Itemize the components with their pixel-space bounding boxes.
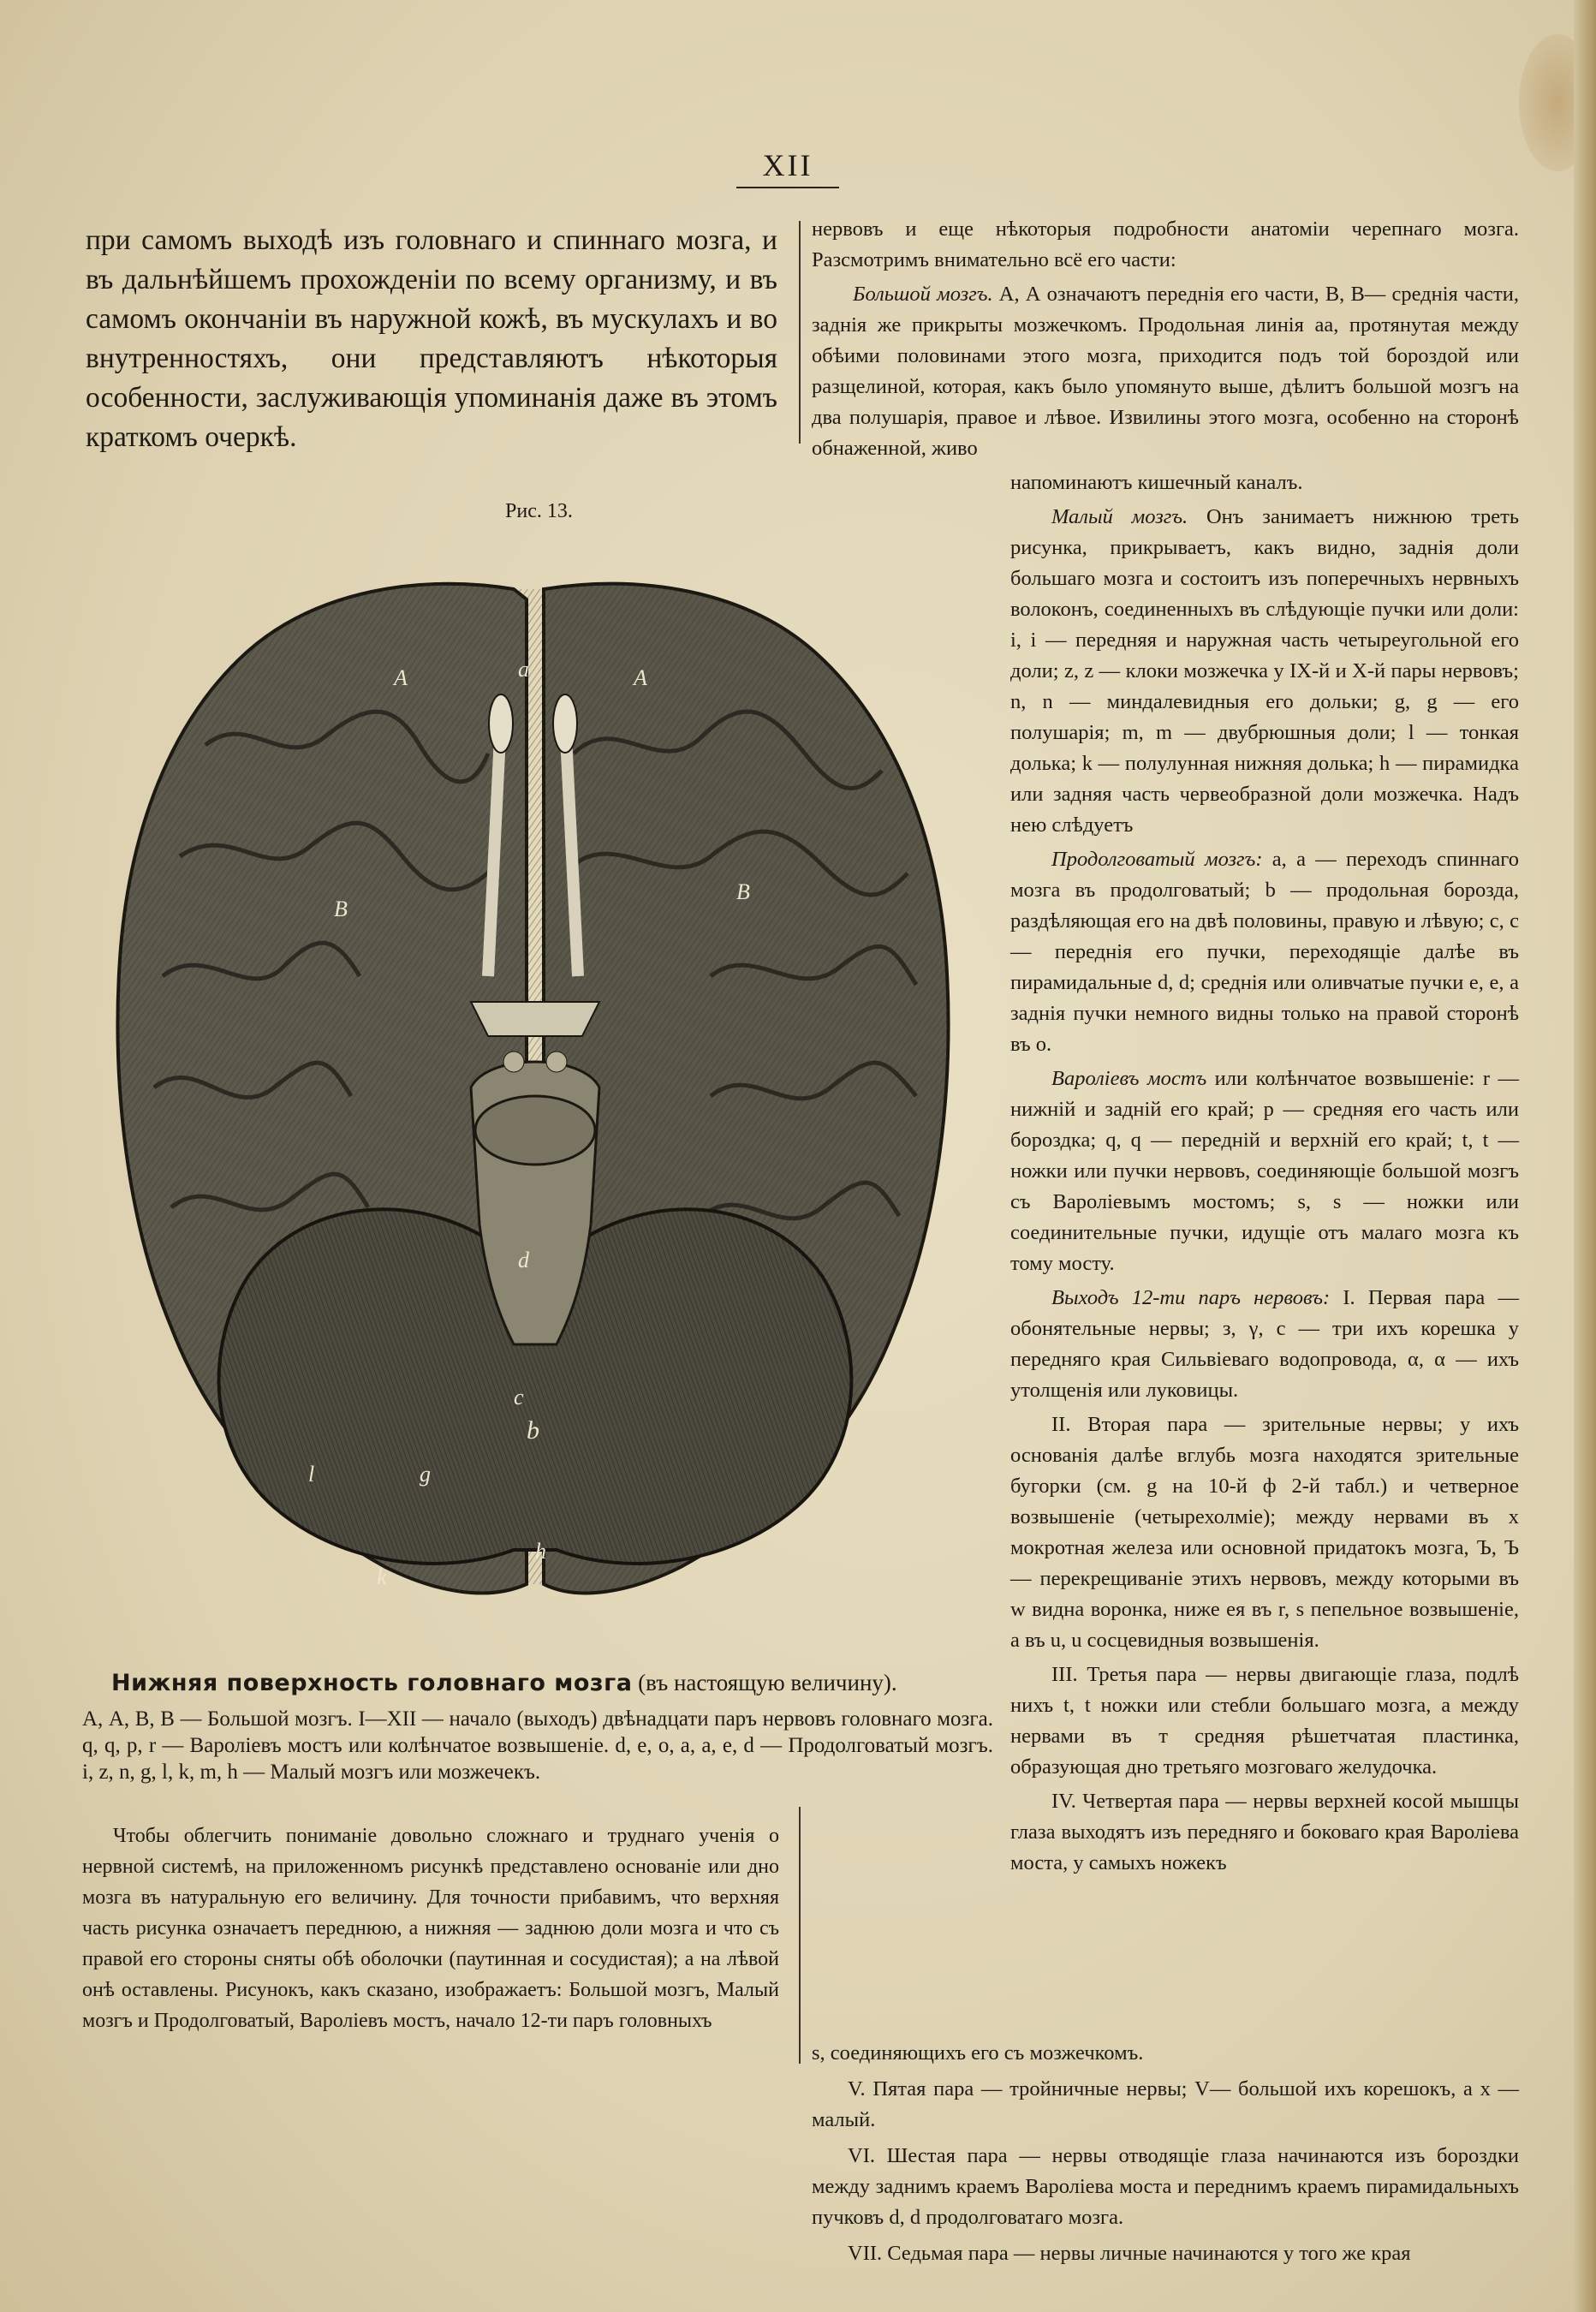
figure-title-rest: (въ настоящую величину). xyxy=(632,1670,897,1695)
left-column-bottom-text xyxy=(82,1820,779,2036)
pons xyxy=(475,1096,595,1165)
paragraph xyxy=(1010,502,1519,841)
label-A-right: A xyxy=(634,665,647,690)
paragraph: IV. Четвертая пара — нервы верхней косой мышцы глаза выходятъ изъ передняго и боковаго края Вароліева моста, у самыхъ ножекъ xyxy=(1010,1790,1519,1874)
narrow-column xyxy=(1010,502,1519,1879)
label-a-top: a xyxy=(518,657,529,682)
paragraph: Чтобы облегчить пониманіе довольно сложнаго и труднаго ученія о нервной системѣ, на приложенномъ рисункѣ представлено основаніе или дно мозга въ натуральную его величину. Для точности прибавимъ, что верхняя часть рисунка означаетъ переднюю, а нижняя — заднюю доли мозга и что съ правой его стороны сняты обѣ оболочки (паутинная и сосудистая); а на лѣвой онѣ оставлены. Рисунокъ, какъ сказано, изображаетъ: Большой мозгъ, Малый мозгъ и Продолговатый, Вароліевъ мостъ, начало 12-ти паръ головныхъ xyxy=(82,1825,779,2032)
paragraph: VI. Шестая пара — нервы отводящіе глаза начинаются изъ бороздки между заднимъ краемъ Вароліева моста и переднимъ краемъ пирамидальныхъ пучковъ d, d продолговатаго мозга. xyxy=(812,2144,1519,2229)
label-A-left: A xyxy=(394,665,408,690)
page-edge xyxy=(1574,0,1596,2312)
section-lead: Вароліевъ мостъ xyxy=(1051,1067,1207,1090)
section-lead: Продолговатый мозгъ: xyxy=(1051,848,1263,871)
section-lead: Большой мозгъ. xyxy=(853,283,993,306)
figure-legend: А, А, В, В — Большой мозгъ. I—XII — начало (выходъ) двѣнадцати паръ нервовъ головнаго мозга. q, q, p, r — Вароліевъ мостъ или колѣнчатое возвышеніе. d, e, o, a, a, e, d — Продолговатый мозгъ. i, z, n, g, l, k, m, h — Малый мозгъ или мозжечекъ. xyxy=(82,1707,993,1784)
label-B-left: B xyxy=(334,897,348,921)
section-text: I. Первая пара — обонятельные нервы; з, γ, c — три ихъ корешка у передняго края Сильвіеваго водопровода, α, α — ихъ утолщенія или луковицы. xyxy=(1010,1286,1519,1402)
label-b: b xyxy=(527,1416,539,1445)
section-text: a, a — переходъ спиннаго мозга въ продолговатый; b — продольная борозда, раздѣляющая его на двѣ половины, правую и лѣвую; c, c — переднія его пучки, переходящіе далѣе въ пирамидальные d, d; среднія или оливчатые пучки e, e, а заднія пучки немного видны только на правой сторонѣ въ o. xyxy=(1010,848,1519,1056)
section-text: А, А означаютъ переднія его части, В, В— среднія части, заднія же прикрыты мозжечкомъ. Продольная линія аа, протянутая между обѣими половинами этого мозга, приходится подъ той бороздой или разщелиной, которая, какъ было упомянуто выше, дѣлитъ большой мозгъ на два полушарія, правое и лѣвое. Извилины этого мозга, особенно на сторонѣ обнаженной, живо xyxy=(812,283,1519,460)
label-c: c xyxy=(514,1385,524,1409)
column-rule-bottom xyxy=(799,1807,801,2064)
label-d: d xyxy=(518,1248,529,1272)
paragraph xyxy=(812,279,1519,464)
section-lead: Выходъ 12-ти паръ нервовъ: xyxy=(1051,1286,1331,1309)
optic-chiasm xyxy=(471,1002,599,1036)
section-lead: Малый мозгъ. xyxy=(1051,505,1188,528)
paragraph: III. Третья пара — нервы двигающіе глаза, подлѣ нихъ t, t ножки или стебли большаго мозга, а между нервами въ т средняя рѣшетчатая пластинка, образующая дно третьяго мозговаго желудочка. xyxy=(1010,1663,1519,1779)
paragraph: V. Пятая пара — тройничные нервы; V— большой ихъ корешокъ, а x — малый. xyxy=(812,2077,1519,2131)
label-h: h xyxy=(535,1539,546,1564)
paragraph: напоминаютъ кишечный каналъ. xyxy=(1010,471,1303,494)
paragraph: II. Вторая пара — зрительные нервы; у ихъ основанія далѣе вглубь мозга находятся зрительные бугорки (см. g на 10-й ф 2-й табл.) и четверное возвышеніе (четырехолміе); между нервами въ x мокротная железа или основной придатокъ мозга, Ъ, Ъ — перекрещиваніе этихъ нервовъ, между которыми въ w видна воронка, ниже ея въ r, s пепельное возвышеніе, а въ u, u сосцевидныя возвышенія. xyxy=(1010,1413,1519,1652)
label-g: g xyxy=(420,1462,431,1487)
left-column-top-text xyxy=(86,221,777,457)
figure-title-bold: Нижняя поверхность головнаго мозга xyxy=(111,1670,633,1696)
figure-number: Рис. 13. xyxy=(505,500,573,522)
column-rule-top xyxy=(799,221,801,444)
right-column-bottom-text xyxy=(812,2038,1519,2274)
paragraph xyxy=(1010,844,1519,1060)
paragraph: s, соединяющихъ его съ мозжечкомъ. xyxy=(812,2041,1144,2065)
section-text: или колѣнчатое возвышеніе: r — нижній и задній его край; p — средняя его часть или бороздка; q, q — передній и верхній его край; t, t — ножки или пучки нервовъ, соединяющіе большой мозгъ съ Вароліевымъ мостомъ; s, s — ножки или соединительные пучки, идущіе отъ малаго мозга къ тому мосту. xyxy=(1010,1067,1519,1275)
paragraph: нервовъ и еще нѣкоторыя подробности анатоміи черепнаго мозга. Разсмотримъ внимательно всё его части: xyxy=(812,217,1519,271)
paragraph xyxy=(1010,1064,1519,1279)
section-text: Онъ занимаетъ нижнюю треть рисунка, прикрываетъ, какъ видно, заднія доли большаго мозга и состоитъ изъ поперечныхъ нервныхъ волоконъ, соединенныхъ въ слѣдующіе пучки или доли: i, i — передняя и наружная часть четыреугольной его доли; z, z — клоки мозжечка у IX-й и X-й пары нервовъ; n, n — миндалевидныя его дольки; g, g — его полушарія; m, m — двубрюшныя доли; l — тонкая долька; k — полулунная нижняя долька; h — пирамидка или задняя часть червеобразной доли мозжечка. Надъ нею слѣдуетъ xyxy=(1010,505,1519,837)
label-l: l xyxy=(308,1462,315,1487)
paragraph xyxy=(1010,1283,1519,1406)
page-number: XII xyxy=(736,147,839,188)
paragraph: при самомъ выходѣ изъ головнаго и спиннаго мозга, и въ дальнѣйшемъ прохожденіи по всему организму, и въ самомъ окончаніи въ наружной кожѣ, въ мускулахъ и во внутренностяхъ, они представляютъ нѣкоторыя особенности, заслуживающія упоминанія даже въ этомъ краткомъ очеркѣ. xyxy=(86,224,777,453)
right-column-text xyxy=(812,214,1519,1882)
label-B-right: B xyxy=(736,879,750,904)
label-k: k xyxy=(377,1564,387,1589)
paragraph: VII. Седьмая пара — нервы личные начинаются у того же края xyxy=(848,2242,1411,2265)
